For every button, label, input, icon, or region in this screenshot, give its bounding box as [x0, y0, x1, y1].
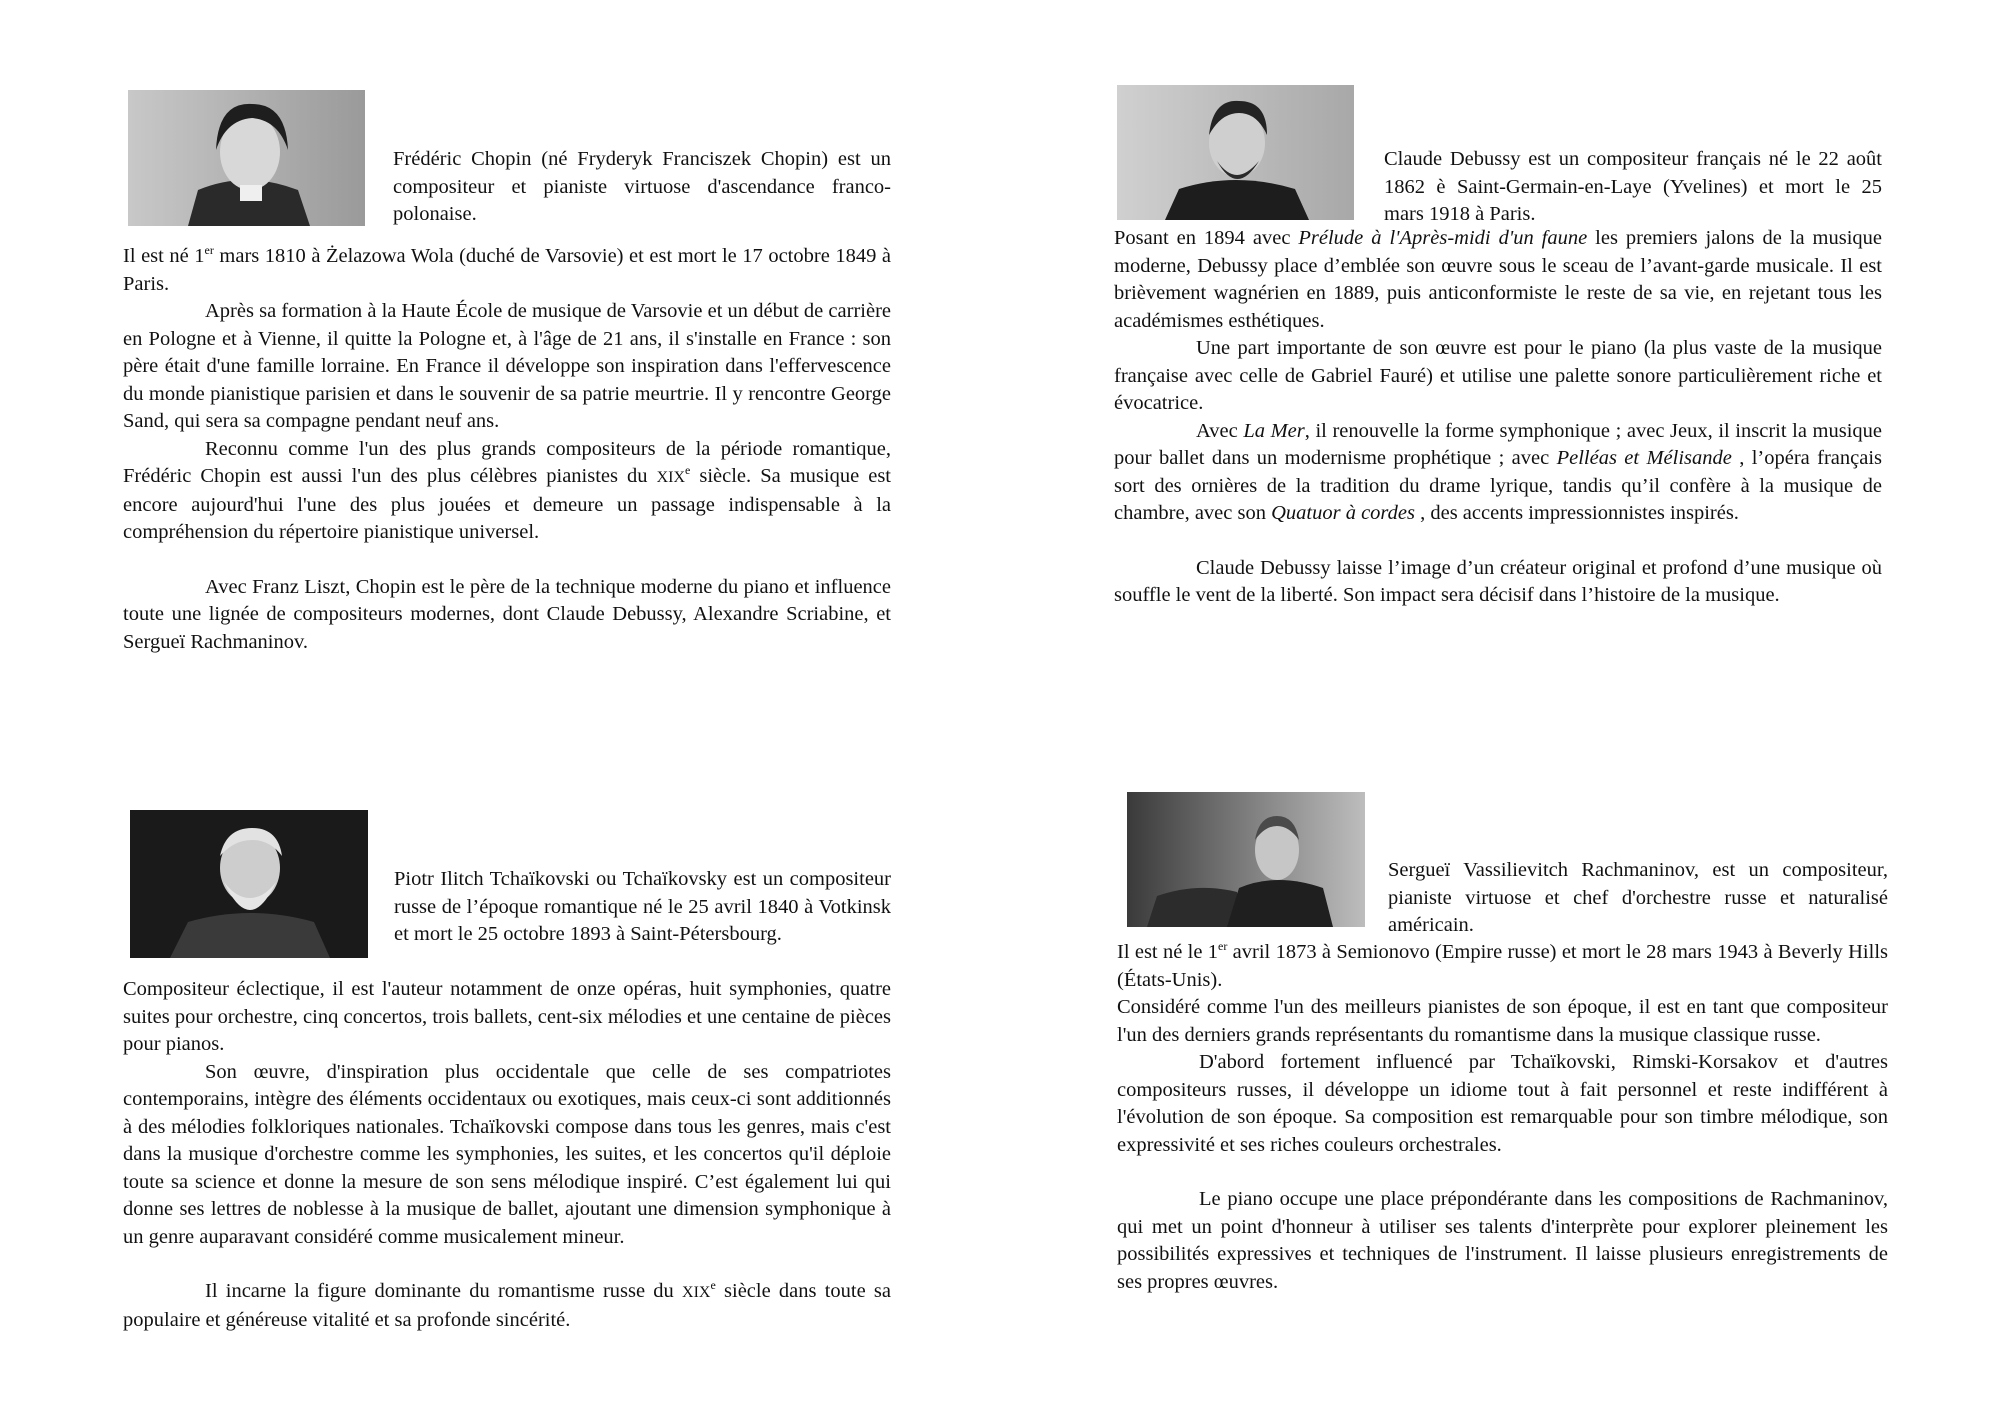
chopin-paragraph-2: Reconnu comme l'un des plus grands compositeurs de la période romantique, Frédéric Chopin est aussi l'un des plus célèbres pianistes du XIXe siècle. Sa musique est encore aujourd'hui l'une des plus jouées et demeure un passage indispensable à la compréhension du répertoire pianistique universel.	[123, 437, 891, 543]
rachmaninov-birth-line: Il est né le 1er avril 1873 à Semionovo (Empire russe) et mort le 28 mars 1943 à Beverly Hills (États-Unis).	[1117, 939, 1888, 991]
portrait-photo-debussy	[1117, 85, 1354, 220]
debussy-paragraph-4: Claude Debussy laisse l’image d’un créateur original et profond d’une musique où souffle le vent de la liberté. Son impact sera décisif dans l’histoire de la musique.	[1114, 556, 1882, 606]
portrait-photo-chopin	[128, 90, 365, 226]
chopin-paragraph-1: Après sa formation à la Haute École de musique de Varsovie et un début de carrière en Pologne et à Vienne, il quitte la Pologne et, à l'âge de 21 ans, il s'installe en France : son père était d'une famille lorraine. En France il développe son inspiration dans l'effervescence du monde pianistique parisien et dans le souvenir de sa patrie meurtrie. Il y rencontre George Sand, qui sera sa compagne pendant neuf ans.	[123, 300, 891, 432]
rachmaninov-paragraph-3: Le piano occupe une place prépondérante dans les compositions de Rachmaninov, qui met un point d'honneur à utiliser ses talents d'interprète pour explorer pleinement les possibilités expressives et techniques de l'instrument. Il laisse plusieurs enregistrements de ses propres œuvres.	[1117, 1188, 1888, 1293]
portrait-photo-tchaikovski	[130, 810, 368, 958]
chopin-birth-line: Il est né 1er mars 1810 à Żelazowa Wola (duché de Varsovie) et est mort le 17 octobre 1849 à Paris.	[123, 243, 891, 295]
tchaikovski-paragraph-3: Il incarne la figure dominante du romantisme russe du XIXe siècle dans toute sa populaire et généreuse vitalité et sa profonde sincérité.	[123, 1278, 891, 1331]
debussy-bio	[1114, 225, 1882, 610]
chopin-intro: Frédéric Chopin (né Fryderyk Franciszek Chopin) est un compositeur et pianiste virtuose d'ascendance franco-polonaise.	[393, 148, 891, 225]
chopin-bio	[123, 243, 891, 656]
debussy-paragraph-3: Avec La Mer, il renouvelle la forme symphonique ; avec Jeux, il inscrit la musique pour ballet dans un modernisme prophétique ; avec Pelléas et Mélisande , l’opéra français sort des ornières de la tradition du drame lyrique, tandis qu’il confère à la musique de chambre, avec son Quatuor à cordes , des accents impressionnistes inspirés.	[1114, 419, 1883, 524]
debussy-paragraph-1: Posant en 1894 avec Prélude à l'Après-midi d'un faune les premiers jalons de la musique moderne, Debussy place d’emblée son œuvre sous le sceau de l’avant-garde musicale. Il est brièvement wagnérien en 1889, puis anticonformiste le reste de sa vie, en rejetant tous les académismes esthétiques.	[1114, 227, 1882, 332]
debussy-paragraph-2: Une part importante de son œuvre est pour le piano (la plus vaste de la musique française avec celle de Gabriel Fauré) et utilise une palette sonore particulièrement riche et évocatrice.	[1114, 337, 1882, 414]
rachmaninov-paragraph-1: Considéré comme l'un des meilleurs pianistes de son époque, il est en tant que compositeur l'un des derniers grands représentants du romantisme dans la musique classique russe.	[1117, 996, 1888, 1046]
portrait-photo-rachmaninov	[1127, 792, 1365, 927]
tchaikovski-intro: Piotr Ilitch Tchaïkovski ou Tchaïkovsky est un compositeur russe de l’époque romantique né le 25 avril 1840 à Votkinsk et mort le 25 octobre 1893 à Saint-Pétersbourg.	[394, 868, 891, 945]
rachmaninov-paragraph-2: D'abord fortement influencé par Tchaïkovski, Rimski-Korsakov et d'autres compositeurs russes, il développe un idiome tout à fait personnel et reste indifférent à l'évolution de son époque. Sa composition est remarquable pour son timbre mélodique, son expressivité et ses riches couleurs orchestrales.	[1117, 1051, 1888, 1156]
tchaikovski-bio	[123, 976, 891, 1334]
rachmaninov-bio	[1117, 939, 1888, 1296]
debussy-intro: Claude Debussy est un compositeur français né le 22 août 1862 è Saint-Germain-en-Laye (Yvelines) et mort le 25 mars 1918 à Paris.	[1384, 148, 1882, 225]
tchaikovski-paragraph-1: Compositeur éclectique, il est l'auteur notamment de onze opéras, huit symphonies, quatre suites pour orchestre, cinq concertos, trois ballets, cent-six mélodies et une centaine de pièces pour pianos.	[123, 978, 891, 1055]
tchaikovski-paragraph-2: Son œuvre, d'inspiration plus occidentale que celle de ses compatriotes contemporains, intègre des éléments occidentaux ou exotiques, mais ceux-ci sont additionnés à des mélodies folkloriques nationales. Tchaïkovski compose dans tous les genres, mais c'est dans la musique d'orchestre comme les symphonies, les suites, et les concertos qu'il déploie toute sa science et donne la mesure de son sens mélodique inspiré. C’est également lui qui donne ses lettres de noblesse à la musique de ballet, ajoutant une dimension symphonique à un genre auparavant considéré comme musicalement mineur.	[123, 1060, 891, 1248]
chopin-paragraph-3: Avec Franz Liszt, Chopin est le père de la technique moderne du piano et influence toute une lignée de compositeurs modernes, dont Claude Debussy, Alexandre Scriabine, et Sergueï Rachmaninov.	[123, 575, 891, 653]
rachmaninov-intro: Sergueï Vassilievitch Rachmaninov, est un compositeur, pianiste virtuose et chef d'orchestre russe et naturalisé américain.	[1388, 859, 1888, 936]
